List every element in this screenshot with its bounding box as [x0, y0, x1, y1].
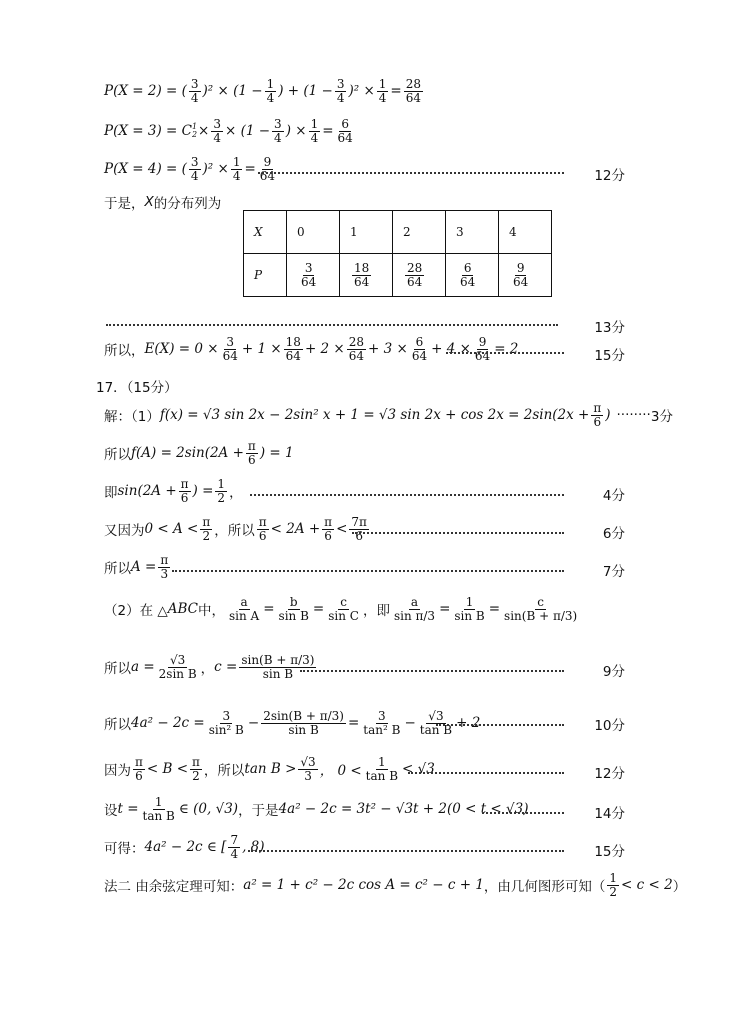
- prob-x4-line: P(X = 4) = ( 3 4 )² × $\frac{1}{4}$ = $\frac{9}{64}$: [104, 155, 276, 183]
- table-cell: $\frac{6}{64}$: [446, 254, 499, 297]
- leader-dots: [300, 670, 564, 672]
- solution-line: 所以 a = $\frac{√3}{\text{2sin B}}$ ， c = $\frac{\sin(B + \pi/3)}{\text{sin B}}$: [104, 653, 315, 681]
- score-mark: 6分: [602, 526, 625, 542]
- table-row: [244, 211, 552, 254]
- solution-line: 所以 4a² − 2c = $\frac{3}{\text{sin² B}}$ − $\frac{2\sin(B + \pi/3)}{\text{sin B}}$ = $\frac{3}{\text{tan² B}}$ − $\frac{√3}{\text{tan B}}$ + 2: [104, 709, 481, 737]
- table-cell: $\frac{9}{64}$: [499, 254, 552, 297]
- leader-dots: [172, 570, 564, 572]
- distribution-table: [243, 210, 552, 297]
- score-mark: 7分: [602, 564, 625, 580]
- table-header-cell: X: [244, 211, 287, 254]
- leader-dots: [446, 352, 564, 354]
- prob-x2-line: P(X = 2) = ( 3 4 )² × (1 − $\frac{1}{4}$ ) + (1 − $\frac{3}{4}$ )² × $\frac{1}{4}$ = $\frac{28}{64}$: [104, 77, 421, 105]
- score-mark: 12分: [594, 168, 625, 184]
- table-cell: $\frac{28}{64}$: [393, 254, 446, 297]
- table-header-cell: 2: [393, 211, 446, 254]
- table-cell: $\frac{18}{64}$: [340, 254, 393, 297]
- score-mark: 13分: [594, 320, 625, 336]
- solution-line: 所以 A = $\frac{\pi}{3}$: [104, 553, 169, 581]
- leader-dots: [482, 812, 564, 814]
- expectation-line: 所以， E(X) = 0 × $\frac{3}{64}$ + 1 × $\frac{18}{64}$ + 2 × $\frac{28}{64}$ + 3 × $\frac{6}{64}$ + 4 × $\frac{9}{64}$ = 2: [104, 335, 519, 363]
- leader-dots: [258, 172, 564, 174]
- table-header-cell: 1: [340, 211, 393, 254]
- solution-line: 法二 由余弦定理可知： a² = 1 + c² − 2c cos A = c² − c + 1 ，由几何图形可知（ 1 2 < c < 2 ）: [104, 871, 687, 899]
- score-mark: 9分: [602, 664, 625, 680]
- leader-dots: [352, 532, 564, 534]
- table-row: [244, 254, 552, 297]
- solution-line: 解：（1） f(x) = √3 sin 2x − 2sin² x + 1 = √3 sin 2x + cos 2x = 2sin(2x + $\frac{\pi}{6}$ ) ········ 3分: [104, 401, 673, 429]
- solution-line: 因为 π 6 < B < π 2 ，所以 tan B > √3 3 ， 0 < 1 tan B < √3: [104, 755, 435, 783]
- solution-line: （2）在 △ ABC 中， a sin A = b sin B = c sin C ，即 a sin π/3 = 1 sin B = c sin(B + π/3): [104, 595, 578, 623]
- table-header-cell: 4: [499, 211, 552, 254]
- score-mark: 10分: [594, 718, 625, 734]
- solution-line: 又因为 0 < A < π 2 ，所以 π 6 < 2A + $\frac{\pi}{6}$ < 7π 6: [104, 515, 367, 543]
- score-mark: 15分: [594, 844, 625, 860]
- table-cell: P: [244, 254, 287, 297]
- distribution-intro: 于是， X 的分布列为: [104, 194, 222, 212]
- leader-dots: [436, 724, 564, 726]
- table-header-cell: 3: [446, 211, 499, 254]
- leader-dots: [250, 494, 564, 496]
- solution-line: 可得： 4a² − 2c ∈ [ 7 4 , 8): [104, 833, 265, 861]
- score-mark: 14分: [594, 806, 625, 822]
- leader-dots: [408, 772, 564, 774]
- solution-line: 设 t = $\frac{1}{\text{tan B}}$ ∈ (0, √3) ，于是 4a² − 2c = 3t² − √3t + 2(0 < t < √3): [104, 795, 529, 823]
- leader-dots: [248, 850, 564, 852]
- score-mark: 4分: [602, 488, 625, 504]
- question-number: 17．（15分）: [96, 380, 178, 396]
- solution-line: 所以 f(A) = 2sin(2A + $\frac{\pi}{6}$ ) = 1: [104, 439, 294, 467]
- score-mark: 15分: [594, 348, 625, 364]
- solution-line: 即 sin(2A + $\frac{\pi}{6}$ ) = $\frac{1}{2}$ ，: [104, 477, 243, 505]
- prob-x3-line: P(X = 3) = C 1 2 × $\frac{3}{4}$ × (1 − $\frac{3}{4}$ ) × $\frac{1}{4}$ = $\frac{6}{64}$: [104, 117, 353, 145]
- leader-dots: [106, 324, 558, 326]
- table-cell: $\frac{3}{64}$: [287, 254, 340, 297]
- score-mark: 12分: [594, 766, 625, 782]
- table-header-cell: 0: [287, 211, 340, 254]
